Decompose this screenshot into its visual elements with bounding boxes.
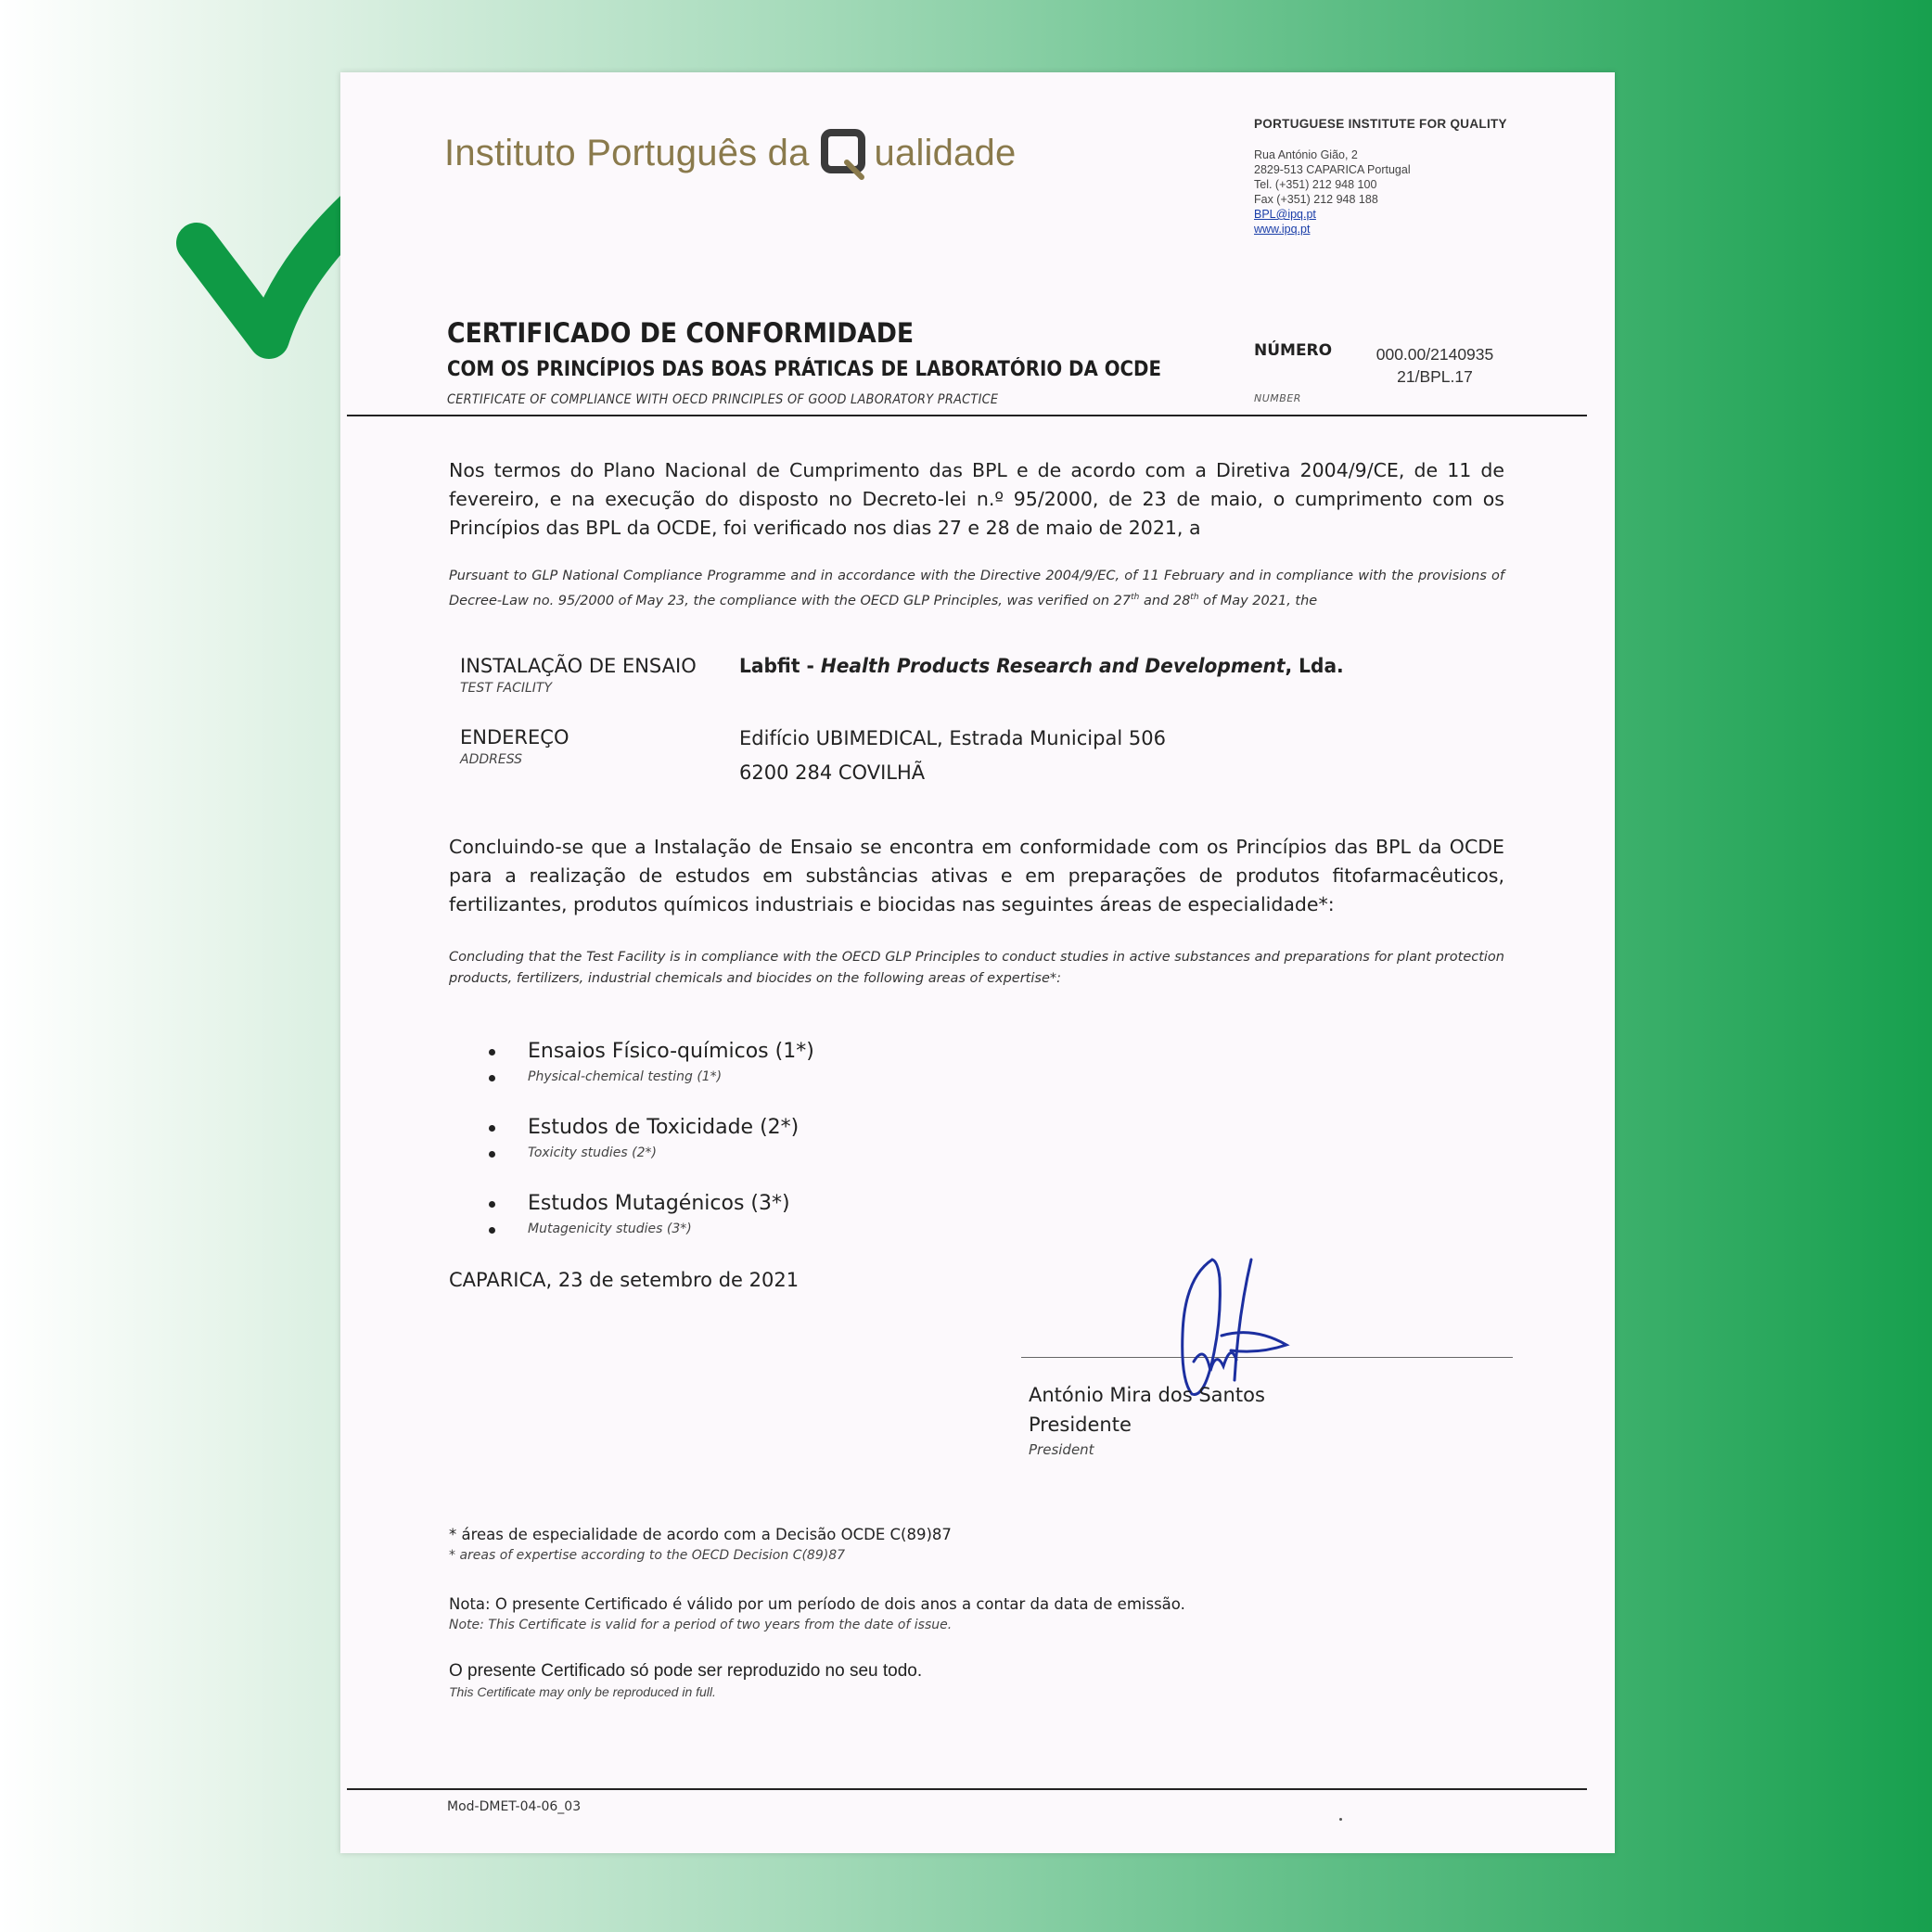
bullet-icon (489, 1049, 495, 1056)
number-label: NÚMERO (1254, 341, 1333, 360)
address-label-en: ADDRESS (460, 752, 522, 767)
scan-speck (1339, 1818, 1342, 1821)
certificate-title: CERTIFICADO DE CONFORMIDADE (447, 317, 915, 349)
footnote (449, 1524, 952, 1565)
list-item (489, 1113, 1138, 1163)
institute-tel: Tel. (+351) 212 948 100 (1254, 178, 1377, 191)
bullet-icon (489, 1125, 495, 1132)
intro-en-a: Pursuant to GLP National Compliance Programme and in accordance with the Directive 2004/9/EC, of 11 February and in compliance with the provisions of Decree-Law no. 95/2000 of May 23, the compliance with the OECD GLP Principles, was verified on 27 (449, 569, 1504, 608)
expertise-item-pt: Estudos de Toxicidade (2*) (528, 1116, 800, 1139)
intro-paragraph: Nos termos do Plano Nacional de Cumprimento das BPL e de acordo com a Diretiva 2004/9/CE, de 11 de fevereiro, e na execução do disposto no Decreto-lei n.º 95/2000, de 23 de maio, o cumprimento com os Princípios das BPL da OCDE, foi verificado nos dias 27 e 28 de maio de 2021, a (449, 459, 1504, 539)
bullet-icon (489, 1151, 495, 1158)
institute-title: PORTUGUESE INSTITUTE FOR QUALITY (1254, 117, 1507, 131)
expertise-item-en: Mutagenicity studies (3*) (528, 1222, 692, 1236)
expertise-item-en: Toxicity studies (2*) (528, 1145, 657, 1160)
certificate-number-line1: 000.00/2140935 (1375, 345, 1494, 364)
address-label-block (460, 726, 569, 767)
facility-name-italic: Health Products Research and Development (820, 655, 1286, 677)
reproduction-note-pt: O presente Certificado só pode ser reproduzido no seu todo. (449, 1661, 923, 1681)
signatory-name: António Mira dos Santos (1029, 1384, 1265, 1406)
logo-text: Instituto Português da (444, 132, 810, 173)
certificate-document (340, 72, 1615, 1853)
expertise-list (489, 1037, 1138, 1265)
issue-date: CAPARICA, 23 de setembro de 2021 (449, 1269, 800, 1291)
facility-label-en: TEST FACILITY (460, 681, 553, 696)
intro-en-c: of May 2021, the (1198, 593, 1318, 608)
footnote-pt: * áreas de especialidade de acordo com a Decisão OCDE C(89)87 (449, 1526, 952, 1543)
validity-note-pt: Nota: O presente Certificado é válido por um período de dois anos a contar da data de emissão. (449, 1595, 1185, 1613)
institute-email-link[interactable]: BPL@ipq.pt (1254, 208, 1316, 221)
bullet-icon (489, 1227, 495, 1234)
conclusion-paragraph: Concluindo-se que a Instalação de Ensaio se encontra em conformidade com os Princípios das BPL da OCDE para a realização de estudos em substâncias ativas e em preparações de produtos fitofarmacêuticos, fertilizantes, produtos químicos industriais e biocidas nas seguintes áreas de especialidade*: (449, 836, 1504, 915)
address-line-2: 6200 284 COVILHÃ (739, 761, 926, 784)
facility-name-suffix: , Lda. (1285, 655, 1344, 677)
institute-address-1: Rua António Gião, 2 (1254, 148, 1358, 161)
address-line-1: Edifício UBIMEDICAL, Estrada Municipal 506 (739, 727, 1166, 749)
bullet-icon (489, 1201, 495, 1208)
institute-contact (1254, 117, 1569, 237)
bullet-icon (489, 1075, 495, 1081)
signatory-role: Presidente (1029, 1414, 1132, 1436)
footer-divider (347, 1788, 1587, 1790)
address-value (739, 722, 1166, 790)
logo-text-suffix: ualidade (874, 132, 1017, 173)
certificate-number-line2: 21/BPL.17 (1397, 367, 1473, 386)
ipq-logo (444, 121, 1016, 186)
list-item (489, 1189, 1138, 1239)
signatory-role-en: President (1029, 1441, 1094, 1458)
certificate-number (1361, 343, 1509, 388)
expertise-item-pt: Estudos Mutagénicos (3*) (528, 1192, 790, 1215)
facility-name-bold: Labfit - (739, 655, 821, 677)
intro-paragraph-en (449, 566, 1504, 612)
intro-en-b: and 28 (1139, 593, 1191, 608)
validity-note (449, 1593, 1185, 1634)
institute-address-2: 2829-513 CAPARICA Portugal (1254, 163, 1411, 176)
footnote-en: * areas of expertise according to the OECD Decision C(89)87 (449, 1548, 846, 1563)
expertise-item-en: Physical-chemical testing (1*) (528, 1069, 723, 1084)
conclusion-paragraph-en: Concluding that the Test Facility is in compliance with the OECD GLP Principles to conduct studies in active substances and preparations for plant protection products, fertilizers, industrial chemicals and biocides on the following areas of expertise*: (449, 950, 1504, 986)
form-reference: Mod-DMET-04-06_03 (447, 1799, 582, 1814)
facility-name (739, 655, 1344, 677)
facility-label-block (460, 655, 697, 696)
address-label: ENDEREÇO (460, 726, 569, 748)
number-label-en: NUMBER (1254, 392, 1301, 404)
institute-fax: Fax (+351) 212 948 188 (1254, 193, 1378, 206)
header-divider (347, 415, 1587, 416)
facility-label: INSTALAÇÃO DE ENSAIO (460, 655, 697, 677)
reproduction-note-en: This Certificate may only be reproduced in full. (449, 1684, 716, 1699)
intro-en-sup2: th (1190, 593, 1199, 602)
certificate-subtitle: COM OS PRINCÍPIOS DAS BOAS PRÁTICAS DE LABORATÓRIO DA OCDE (447, 358, 1162, 381)
signatory-block (1029, 1380, 1265, 1460)
list-item (489, 1037, 1138, 1087)
reproduction-note (449, 1660, 922, 1701)
validity-note-en: Note: This Certificate is valid for a period of two years from the date of issue. (449, 1618, 953, 1632)
q-logo-icon (819, 125, 875, 181)
certificate-subtitle-en: CERTIFICATE OF COMPLIANCE WITH OECD PRINCIPLES OF GOOD LABORATORY PRACTICE (447, 392, 999, 407)
expertise-item-pt: Ensaios Físico-químicos (1*) (528, 1040, 814, 1063)
intro-en-sup1: th (1131, 593, 1140, 602)
institute-web-link[interactable]: www.ipq.pt (1254, 223, 1311, 236)
